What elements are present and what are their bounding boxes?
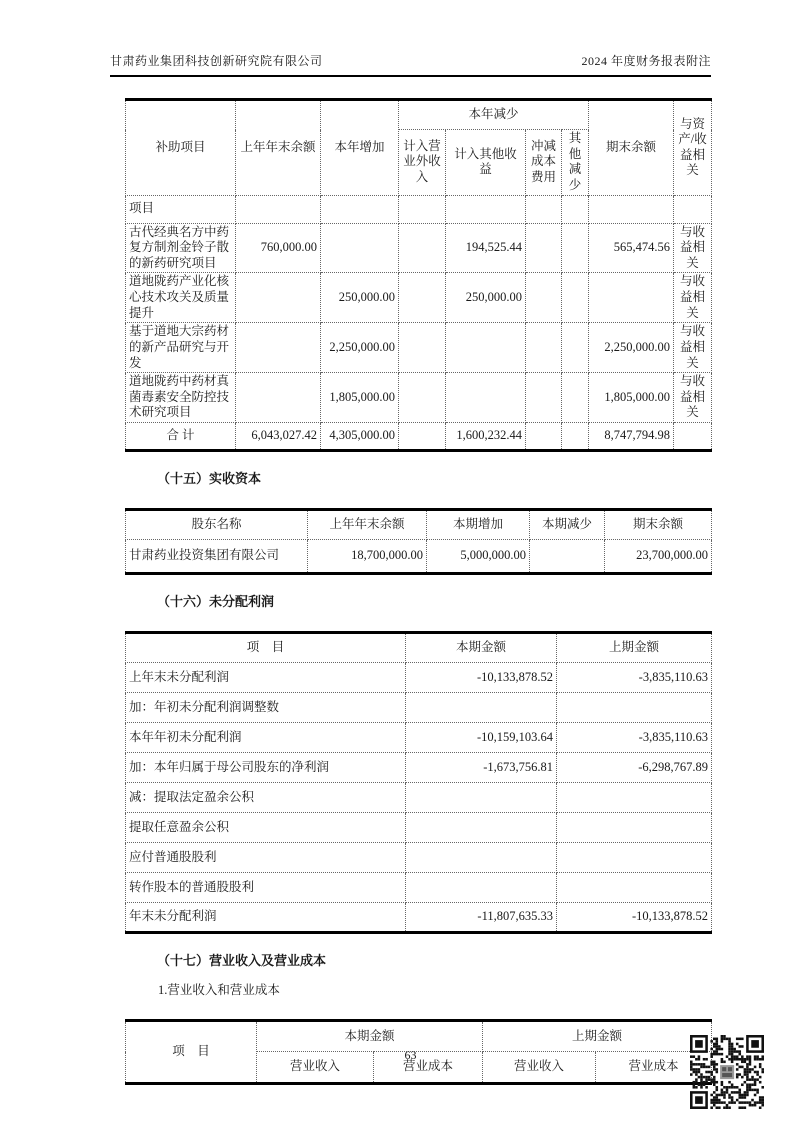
cell-prior xyxy=(557,873,712,903)
cell-current: -1,673,756.81 xyxy=(406,753,557,783)
cell-current xyxy=(406,693,557,723)
col-header-project: 补助项目 xyxy=(126,100,236,196)
empty-cell xyxy=(674,195,712,223)
cell-related: 与收益相关 xyxy=(674,273,712,323)
empty-cell xyxy=(236,195,321,223)
cell-offset xyxy=(526,423,562,451)
project-name: 基于道地大宗药材的新产品研究与开发 xyxy=(126,323,236,373)
col-header-decrease-group: 本年减少 xyxy=(399,100,589,130)
cell-related: 与收益相关 xyxy=(674,323,712,373)
col-header-cost-current: 营业成本 xyxy=(374,1052,483,1084)
empty-cell xyxy=(562,195,589,223)
project-name: 古代经典名方中药复方制剂金铃子散的新药研究项目 xyxy=(126,223,236,273)
cell-prev xyxy=(236,323,321,373)
cell-offset xyxy=(526,373,562,423)
table-row xyxy=(126,223,712,273)
col-header-related: 与资产/收益相关 xyxy=(674,100,712,196)
cell-end: 565,474.56 xyxy=(589,223,674,273)
company-name: 甘肃药业集团科技创新研究院有限公司 xyxy=(110,54,323,68)
table-row xyxy=(126,693,712,723)
group-row xyxy=(126,195,712,223)
cell-nonop xyxy=(399,323,446,373)
col-header-ending-balance: 期末余额 xyxy=(605,510,712,540)
cell-other-income xyxy=(446,373,526,423)
cell-nonop xyxy=(399,423,446,451)
empty-cell xyxy=(526,195,562,223)
cell-current: -10,159,103.64 xyxy=(406,723,557,753)
cell-prior xyxy=(557,783,712,813)
col-header-item: 项 目 xyxy=(126,1021,257,1084)
item-label: 上年末未分配利润 xyxy=(126,663,406,693)
col-header-revenue-prior: 营业收入 xyxy=(483,1052,596,1084)
cell-nonop xyxy=(399,223,446,273)
cell-other-dec xyxy=(562,273,589,323)
cell-prev: 18,700,000.00 xyxy=(308,540,427,574)
cell-current xyxy=(406,873,557,903)
cell-inc: 5,000,000.00 xyxy=(427,540,530,574)
doc-title: 2024 年度财务报表附注 xyxy=(581,54,711,68)
subsidy-table xyxy=(125,98,712,452)
col-header-other-decrease: 其他减少 xyxy=(562,130,589,196)
table-row xyxy=(126,540,712,574)
item-label: 提取任意盈余公积 xyxy=(126,813,406,843)
col-header-item: 项 目 xyxy=(126,633,406,663)
item-label: 加：本年归属于母公司股东的净利润 xyxy=(126,753,406,783)
table-row xyxy=(126,813,712,843)
cell-nonop xyxy=(399,373,446,423)
cell-prev: 6,043,027.42 xyxy=(236,423,321,451)
table-row xyxy=(126,663,712,693)
item-label: 减：提取法定盈余公积 xyxy=(126,783,406,813)
col-header-prev-balance: 上年年末余额 xyxy=(236,100,321,196)
col-header-current-group: 本期金额 xyxy=(257,1021,483,1052)
cell-current: -11,807,635.33 xyxy=(406,903,557,933)
cell-related: 与收益相关 xyxy=(674,223,712,273)
total-label: 合 计 xyxy=(126,423,236,451)
cell-prior: -10,133,878.52 xyxy=(557,903,712,933)
table-row xyxy=(126,843,712,873)
section-title-17: （十七）营业收入及营业成本 xyxy=(157,953,327,968)
cell-end: 1,805,000.00 xyxy=(589,373,674,423)
cell-offset xyxy=(526,223,562,273)
cell-other-income: 194,525.44 xyxy=(446,223,526,273)
cell-current xyxy=(406,813,557,843)
cell-inc xyxy=(321,223,399,273)
cell-prev xyxy=(236,373,321,423)
col-header-cost-prior: 营业成本 xyxy=(596,1052,712,1084)
cell-inc: 250,000.00 xyxy=(321,273,399,323)
col-header-decrease: 本期减少 xyxy=(530,510,605,540)
cell-other-income: 250,000.00 xyxy=(446,273,526,323)
empty-cell xyxy=(321,195,399,223)
cell-other-dec xyxy=(562,373,589,423)
table-row xyxy=(126,273,712,323)
cell-dec xyxy=(530,540,605,574)
qr-code xyxy=(690,1035,764,1109)
col-header-other-income: 计入其他收益 xyxy=(446,130,526,196)
cell-end: 2,250,000.00 xyxy=(589,323,674,373)
cell-other-income: 1,600,232.44 xyxy=(446,423,526,451)
cell-current: -10,133,878.52 xyxy=(406,663,557,693)
empty-cell xyxy=(589,195,674,223)
paid-in-capital-table xyxy=(125,508,712,575)
col-header-offset-cost: 冲减成本费用 xyxy=(526,130,562,196)
col-header-prev-balance: 上年年末余额 xyxy=(308,510,427,540)
group-label: 项目 xyxy=(126,195,236,223)
col-header-current: 本期金额 xyxy=(406,633,557,663)
cell-end: 8,747,794.98 xyxy=(589,423,674,451)
cell-prior: -3,835,110.63 xyxy=(557,663,712,693)
col-header-prior: 上期金额 xyxy=(557,633,712,663)
shareholder-name: 甘肃药业投资集团有限公司 xyxy=(126,540,308,574)
unappropriated-profit-table xyxy=(125,631,712,934)
page-header xyxy=(110,52,711,77)
cell-end xyxy=(589,273,674,323)
cell-prior xyxy=(557,843,712,873)
table-row xyxy=(126,903,712,933)
table-row xyxy=(126,783,712,813)
cell-prior: -6,298,767.89 xyxy=(557,753,712,783)
project-name: 道地陇药产业化核心技术攻关及质量提升 xyxy=(126,273,236,323)
cell-inc: 4,305,000.00 xyxy=(321,423,399,451)
project-name: 道地陇药中药材真菌毒素安全防控技术研究项目 xyxy=(126,373,236,423)
tables-area xyxy=(125,98,711,1085)
col-header-revenue-current: 营业收入 xyxy=(257,1052,374,1084)
page-number: 63 xyxy=(404,1048,417,1062)
cell-other-dec xyxy=(562,323,589,373)
cell-prior xyxy=(557,693,712,723)
col-header-nonop-income: 计入营业外收入 xyxy=(399,130,446,196)
cell-prev: 760,000.00 xyxy=(236,223,321,273)
cell-related: 与收益相关 xyxy=(674,373,712,423)
cell-other-dec xyxy=(562,423,589,451)
empty-cell xyxy=(399,195,446,223)
table-row xyxy=(126,323,712,373)
cell-offset xyxy=(526,273,562,323)
cell-other-income xyxy=(446,323,526,373)
section-title-15: （十五）实收资本 xyxy=(157,471,262,486)
cell-prev xyxy=(236,273,321,323)
table-row xyxy=(126,723,712,753)
total-row xyxy=(126,423,712,451)
table-row xyxy=(126,373,712,423)
cell-nonop xyxy=(399,273,446,323)
item-label: 应付普通股股利 xyxy=(126,843,406,873)
col-header-increase: 本期增加 xyxy=(427,510,530,540)
subsection-title: 1.营业收入和营业成本 xyxy=(158,983,280,997)
col-header-ending-balance: 期末余额 xyxy=(589,100,674,196)
table-row xyxy=(126,873,712,903)
cell-offset xyxy=(526,323,562,373)
item-label: 转作股本的普通股股利 xyxy=(126,873,406,903)
cell-prior: -3,835,110.63 xyxy=(557,723,712,753)
section-title-16: （十六）未分配利润 xyxy=(157,594,275,609)
item-label: 加：年初未分配利润调整数 xyxy=(126,693,406,723)
cell-prior xyxy=(557,813,712,843)
col-header-prior-group: 上期金额 xyxy=(483,1021,712,1052)
cell-other-dec xyxy=(562,223,589,273)
empty-cell xyxy=(446,195,526,223)
table-row xyxy=(126,753,712,783)
cell-inc: 1,805,000.00 xyxy=(321,373,399,423)
item-label: 年末未分配利润 xyxy=(126,903,406,933)
cell-current xyxy=(406,843,557,873)
col-header-shareholder: 股东名称 xyxy=(126,510,308,540)
col-header-increase: 本年增加 xyxy=(321,100,399,196)
cell-related xyxy=(674,423,712,451)
item-label: 本年年初未分配利润 xyxy=(126,723,406,753)
cell-inc: 2,250,000.00 xyxy=(321,323,399,373)
cell-current xyxy=(406,783,557,813)
cell-end: 23,700,000.00 xyxy=(605,540,712,574)
